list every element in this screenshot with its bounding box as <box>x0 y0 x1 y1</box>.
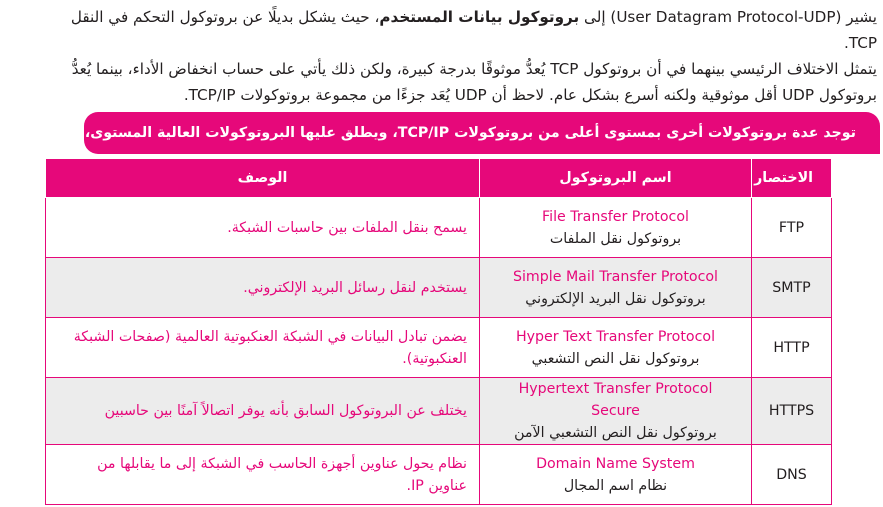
intro-paragraph <box>39 4 877 108</box>
description-cell: يستخدم لنقل رسائل البريد الإلكتروني. <box>46 258 480 318</box>
protocol-name-arabic: بروتوكول نقل الملفات <box>549 230 682 247</box>
protocols-banner: توجد عدة بروتوكولات أخرى بمستوى أعلى من بروتوكولات TCP/IP، ويطلق عليها البروتوكولات العالية المستوى، ومن أهمها: <box>84 112 880 154</box>
abbreviation-cell: DNS <box>752 445 832 505</box>
intro-line-1-bold: بروتوكول بيانات المستخدم <box>379 8 580 26</box>
protocol-name-cell <box>480 198 752 258</box>
protocol-name-english: File Transfer Protocol <box>542 208 689 225</box>
abbreviation-cell: FTP <box>752 198 832 258</box>
protocol-name-english: Hypertext Transfer Protocol Secure <box>518 381 713 419</box>
protocol-name-arabic: بروتوكول نقل النص التشعبي <box>531 350 700 367</box>
description-cell: نظام يحول عناوين أجهزة الحاسب في الشبكة إلى ما يقابلها من عناوين IP. <box>46 445 480 505</box>
protocol-name-arabic: نظام اسم المجال <box>563 477 668 494</box>
intro-line-3: بروتوكول UDP أقل موثوقية ولكنه أسرع بشكل عام. لاحظ أن UDP يُعَد جزءًا من مجموعة بروتوكولات TCP/IP. <box>183 86 877 104</box>
protocol-name-english: Hyper Text Transfer Protocol <box>515 328 716 345</box>
table-row <box>46 445 832 505</box>
protocol-name-english: Simple Mail Transfer Protocol <box>512 268 718 285</box>
abbreviation-cell: HTTP <box>752 318 832 378</box>
header-protocol-name: اسم البروتوكول <box>480 159 752 198</box>
table-row <box>46 198 832 258</box>
protocol-name-cell <box>480 318 752 378</box>
description-cell: يضمن تبادل البيانات في الشبكة العنكبوتية العالمية (صفحات الشبكة العنكبوتية). <box>46 318 480 378</box>
description-cell: يختلف عن البروتوكول السابق بأنه يوفر اتصالاً آمنًا بين حاسبين <box>46 378 480 445</box>
intro-line-1-start: يشير (User Datagram Protocol-UDP) إلى <box>579 8 877 26</box>
header-description: الوصف <box>46 159 480 198</box>
protocol-name-cell <box>480 258 752 318</box>
description-cell: يسمح بنقل الملفات بين حاسبات الشبكة. <box>46 198 480 258</box>
protocol-name-english: Domain Name System <box>536 455 695 472</box>
table-header-row <box>46 159 832 198</box>
protocol-name-cell <box>480 378 752 445</box>
intro-line-1 <box>39 4 877 56</box>
abbreviation-cell: HTTPS <box>752 378 832 445</box>
protocols-table <box>45 158 832 505</box>
intro-line-2: يتمثل الاختلاف الرئيسي بينهما في أن بروتوكول TCP يُعدُّ موثوقًا بدرجة كبيرة، ولكن ذلك يأتي على حساب انخفاض الأداء، بينما يُعدُّ <box>71 60 877 78</box>
table-row <box>46 258 832 318</box>
intro-line-1-end: ، حيث يشكل بديلًا عن بروتوكول التحكم في النقل TCP. <box>70 8 877 52</box>
table-row <box>46 318 832 378</box>
table-row <box>46 378 832 445</box>
abbreviation-cell: SMTP <box>752 258 832 318</box>
protocol-name-arabic: بروتوكول نقل النص التشعبي الآمن <box>514 425 717 441</box>
protocol-name-arabic: بروتوكول نقل البريد الإلكتروني <box>525 290 706 307</box>
header-abbreviation: الاختصار <box>752 159 832 198</box>
protocol-name-cell <box>480 445 752 505</box>
